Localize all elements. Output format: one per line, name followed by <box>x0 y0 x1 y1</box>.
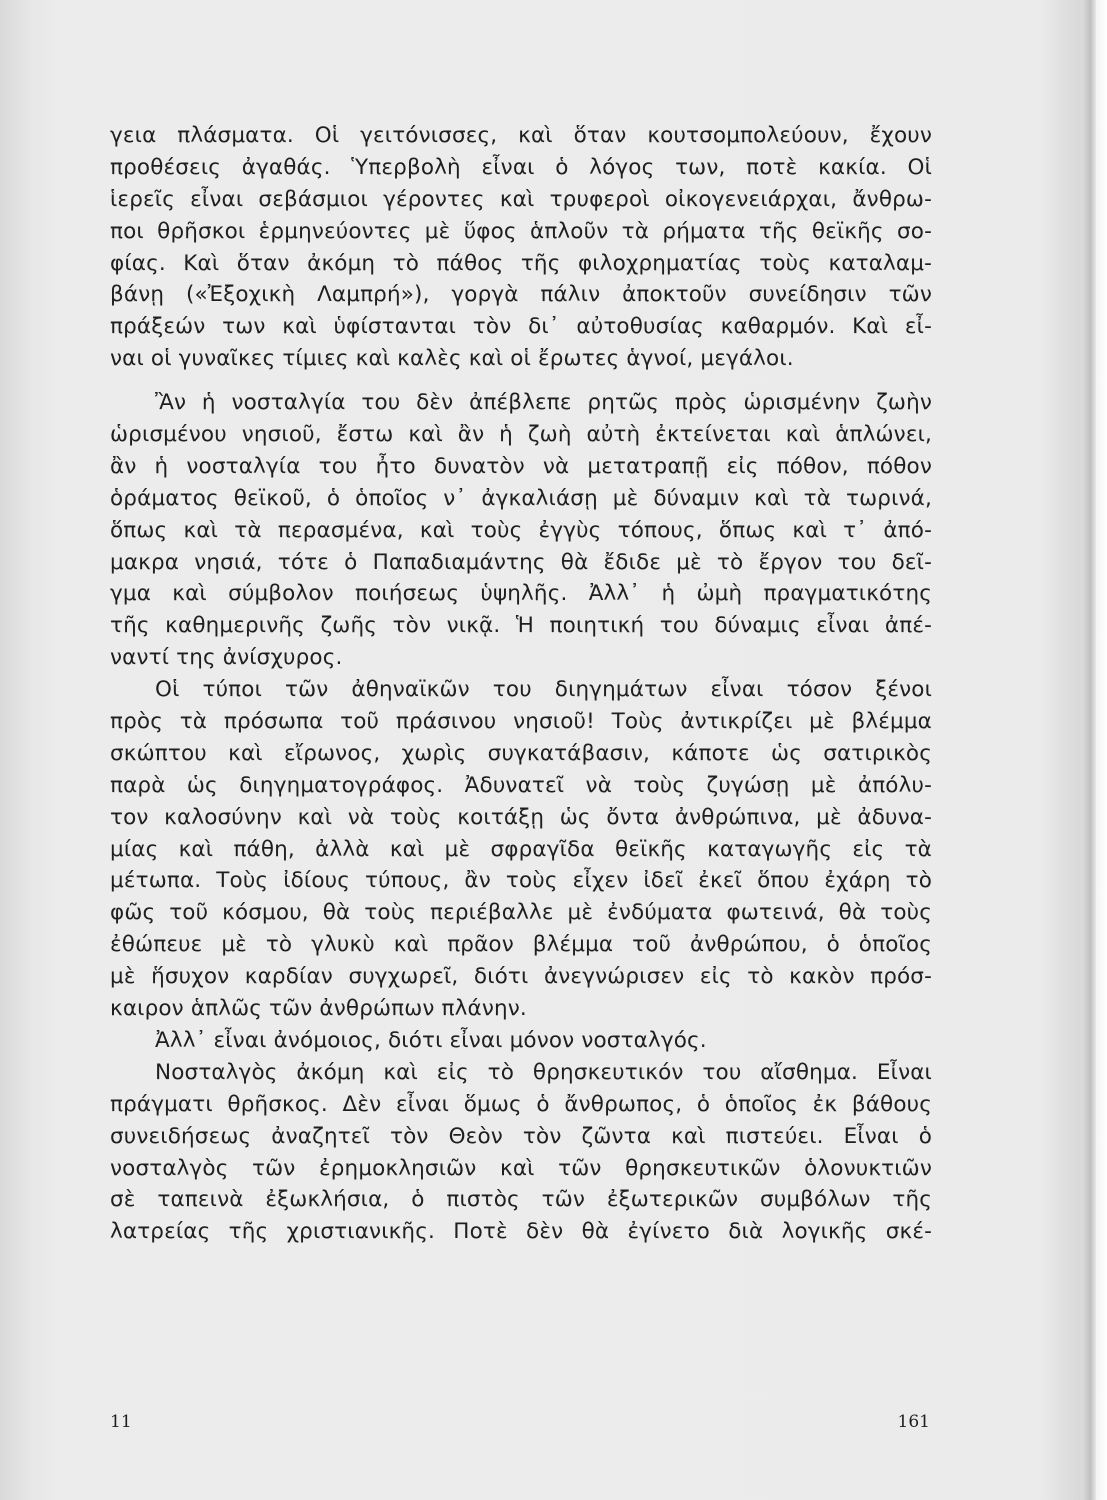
text-line: σκώπτου καὶ εἴρωνος, χωρὶς συγκατάβασιν, κάποτε ὡς σατιρικὸς <box>110 740 932 766</box>
text-line: ὅπως καὶ τὰ περασμένα, καὶ τοὺς ἐγγὺς τόπους, ὅπως καὶ τ᾽ ἀπό- <box>110 517 932 543</box>
text-line: φῶς τοῦ κόσμου, θὰ τοὺς περιέβαλλε μὲ ἐνδύματα φωτεινά, θὰ τοὺς <box>110 900 932 926</box>
paragraph-3 <box>110 674 932 1025</box>
paragraph-5 <box>110 1057 932 1248</box>
text-line: συνειδήσεως ἀναζητεῖ τὸν Θεὸν τὸν ζῶντα καὶ πιστεύει. Εἶναι ὁ <box>110 1123 932 1149</box>
text-line: βάνῃ («Ἐξοχικὴ Λαμπρή»), γοργὰ πάλιν ἀποκτοῦν συνείδησιν τῶν <box>110 282 932 308</box>
paragraph-2 <box>110 387 932 674</box>
text-line: μακρα νησιά, τότε ὁ Παπαδιαμάντης θὰ ἔδιδε μὲ τὸ ἔργον του δεῖ- <box>110 549 932 575</box>
text-line: ποι θρῆσκοι ἑρμηνεύοντες μὲ ὕφος ἁπλοῦν τὰ ρήματα τῆς θεϊκῆς σο- <box>110 218 932 244</box>
text-line: ναντί της ἀνίσχυρος. <box>110 645 343 671</box>
text-line: ἐθώπευε μὲ τὸ γλυκὺ καὶ πρᾶον βλέμμα τοῦ ἀνθρώπου, ὁ ὁποῖος <box>110 932 932 958</box>
text-line: νοσταλγὸς τῶν ἐρημοκλησιῶν καὶ τῶν θρησκευτικῶν ὁλονυκτιῶν <box>110 1155 932 1181</box>
text-line: ἂν ἡ νοσταλγία του ἦτο δυνατὸν νὰ μετατραπῇ εἰς πόθον, πόθον <box>110 453 932 479</box>
text-line: λατρείας τῆς χριστιανικῆς. Ποτὲ δὲν θὰ ἐγίνετο διὰ λογικῆς σκέ- <box>110 1219 932 1245</box>
text-line: πράγματι θρῆσκος. Δὲν εἶναι ὅμως ὁ ἄνθρωπος, ὁ ὁποῖος ἐκ βάθους <box>110 1091 932 1117</box>
text-line: μέτωπα. Τοὺς ἰδίους τύπους, ἂν τοὺς εἶχεν ἰδεῖ ἐκεῖ ὅπου ἐχάρη τὸ <box>110 868 932 894</box>
page-number: 161 <box>897 1412 930 1432</box>
text-line: προθέσεις ἀγαθάς. Ὑπερβολὴ εἶναι ὁ λόγος των, ποτὲ κακία. Οἱ <box>110 154 932 180</box>
text-line: Οἱ τύποι τῶν ἀθηναϊκῶν του διηγημάτων εἶναι τόσον ξένοι <box>155 677 932 703</box>
signature-mark: 11 <box>110 1412 132 1432</box>
text-line: ναι οἱ γυναῖκες τίμιες καὶ καλὲς καὶ οἱ ἔρωτες ἁγνοί, μεγάλοι. <box>110 346 794 372</box>
paragraph-4 <box>110 1025 932 1057</box>
text-line: ὁράματος θεϊκοῦ, ὁ ὁποῖος ν᾽ ἀγκαλιάσῃ μὲ δύναμιν καὶ τὰ τωρινά, <box>110 485 932 511</box>
text-line: τῆς καθημερινῆς ζωῆς τὸν νικᾷ. Ἡ ποιητική του δύναμις εἶναι ἀπέ- <box>110 613 932 639</box>
body-text <box>110 120 932 1248</box>
text-line: μὲ ἥσυχον καρδίαν συγχωρεῖ, διότι ἀνεγνώρισεν εἰς τὸ κακὸν πρόσ- <box>110 964 932 990</box>
text-line: Ἀλλ᾽ εἶναι ἀνόμοιος, διότι εἶναι μόνον νοσταλγός. <box>155 1027 707 1053</box>
page-edge-shadow <box>1082 0 1096 1500</box>
paragraph-1 <box>110 120 932 375</box>
text-line: ἱερεῖς εἶναι σεβάσμιοι γέροντες καὶ τρυφεροὶ οἰκογενειάρχαι, ἄνθρω- <box>110 186 932 212</box>
text-line: σὲ ταπεινὰ ἐξωκλήσια, ὁ πιστὸς τῶν ἐξωτερικῶν συμβόλων τῆς <box>110 1187 932 1213</box>
text-line: Νοσταλγὸς ἀκόμη καὶ εἰς τὸ θρησκευτικόν του αἴσθημα. Εἶναι <box>155 1059 932 1085</box>
text-line: ὡρισμένου νησιοῦ, ἔστω καὶ ἂν ἡ ζωὴ αὐτὴ ἐκτείνεται καὶ ἁπλώνει, <box>110 422 932 448</box>
text-line: Ἂν ἡ νοσταλγία του δὲν ἀπέβλεπε ρητῶς πρὸς ὡρισμένην ζωὴν <box>155 390 932 416</box>
text-line: γεια πλάσματα. Οἱ γειτόνισσες, καὶ ὅταν κουτσομπολεύουν, ἔχουν <box>110 123 932 148</box>
text-line: καιρον ἁπλῶς τῶν ἀνθρώπων πλάνην. <box>110 996 527 1022</box>
text-line: παρὰ ὡς διηγηματογράφος. Ἀδυνατεῖ νὰ τοὺς ζυγώσῃ μὲ ἀπόλυ- <box>110 772 932 798</box>
text-line: γμα καὶ σύμβολον ποιήσεως ὑψηλῆς. Ἀλλ᾽ ἡ ὠμὴ πραγματικότης <box>110 581 932 607</box>
text-line: φίας. Καὶ ὅταν ἀκόμη τὸ πάθος τῆς φιλοχρηματίας τοὺς καταλαμ- <box>110 250 932 276</box>
page-footer <box>110 1412 932 1442</box>
text-line: μίας καὶ πάθη, ἀλλὰ καὶ μὲ σφραγῖδα θεϊκῆς καταγωγῆς εἰς τὰ <box>110 836 932 862</box>
text-line: τον καλοσύνην καὶ νὰ τοὺς κοιτάξῃ ὡς ὄντα ἀνθρώπινα, μὲ ἀδυνα- <box>110 804 932 830</box>
text-line: πράξεών των καὶ ὑφίστανται τὸν δι᾽ αὐτοθυσίας καθαρμόν. Καὶ εἶ- <box>110 314 932 340</box>
text-line: πρὸς τὰ πρόσωπα τοῦ πράσινου νησιοῦ! Τοὺς ἀντικρίζει μὲ βλέμμα <box>110 709 932 735</box>
